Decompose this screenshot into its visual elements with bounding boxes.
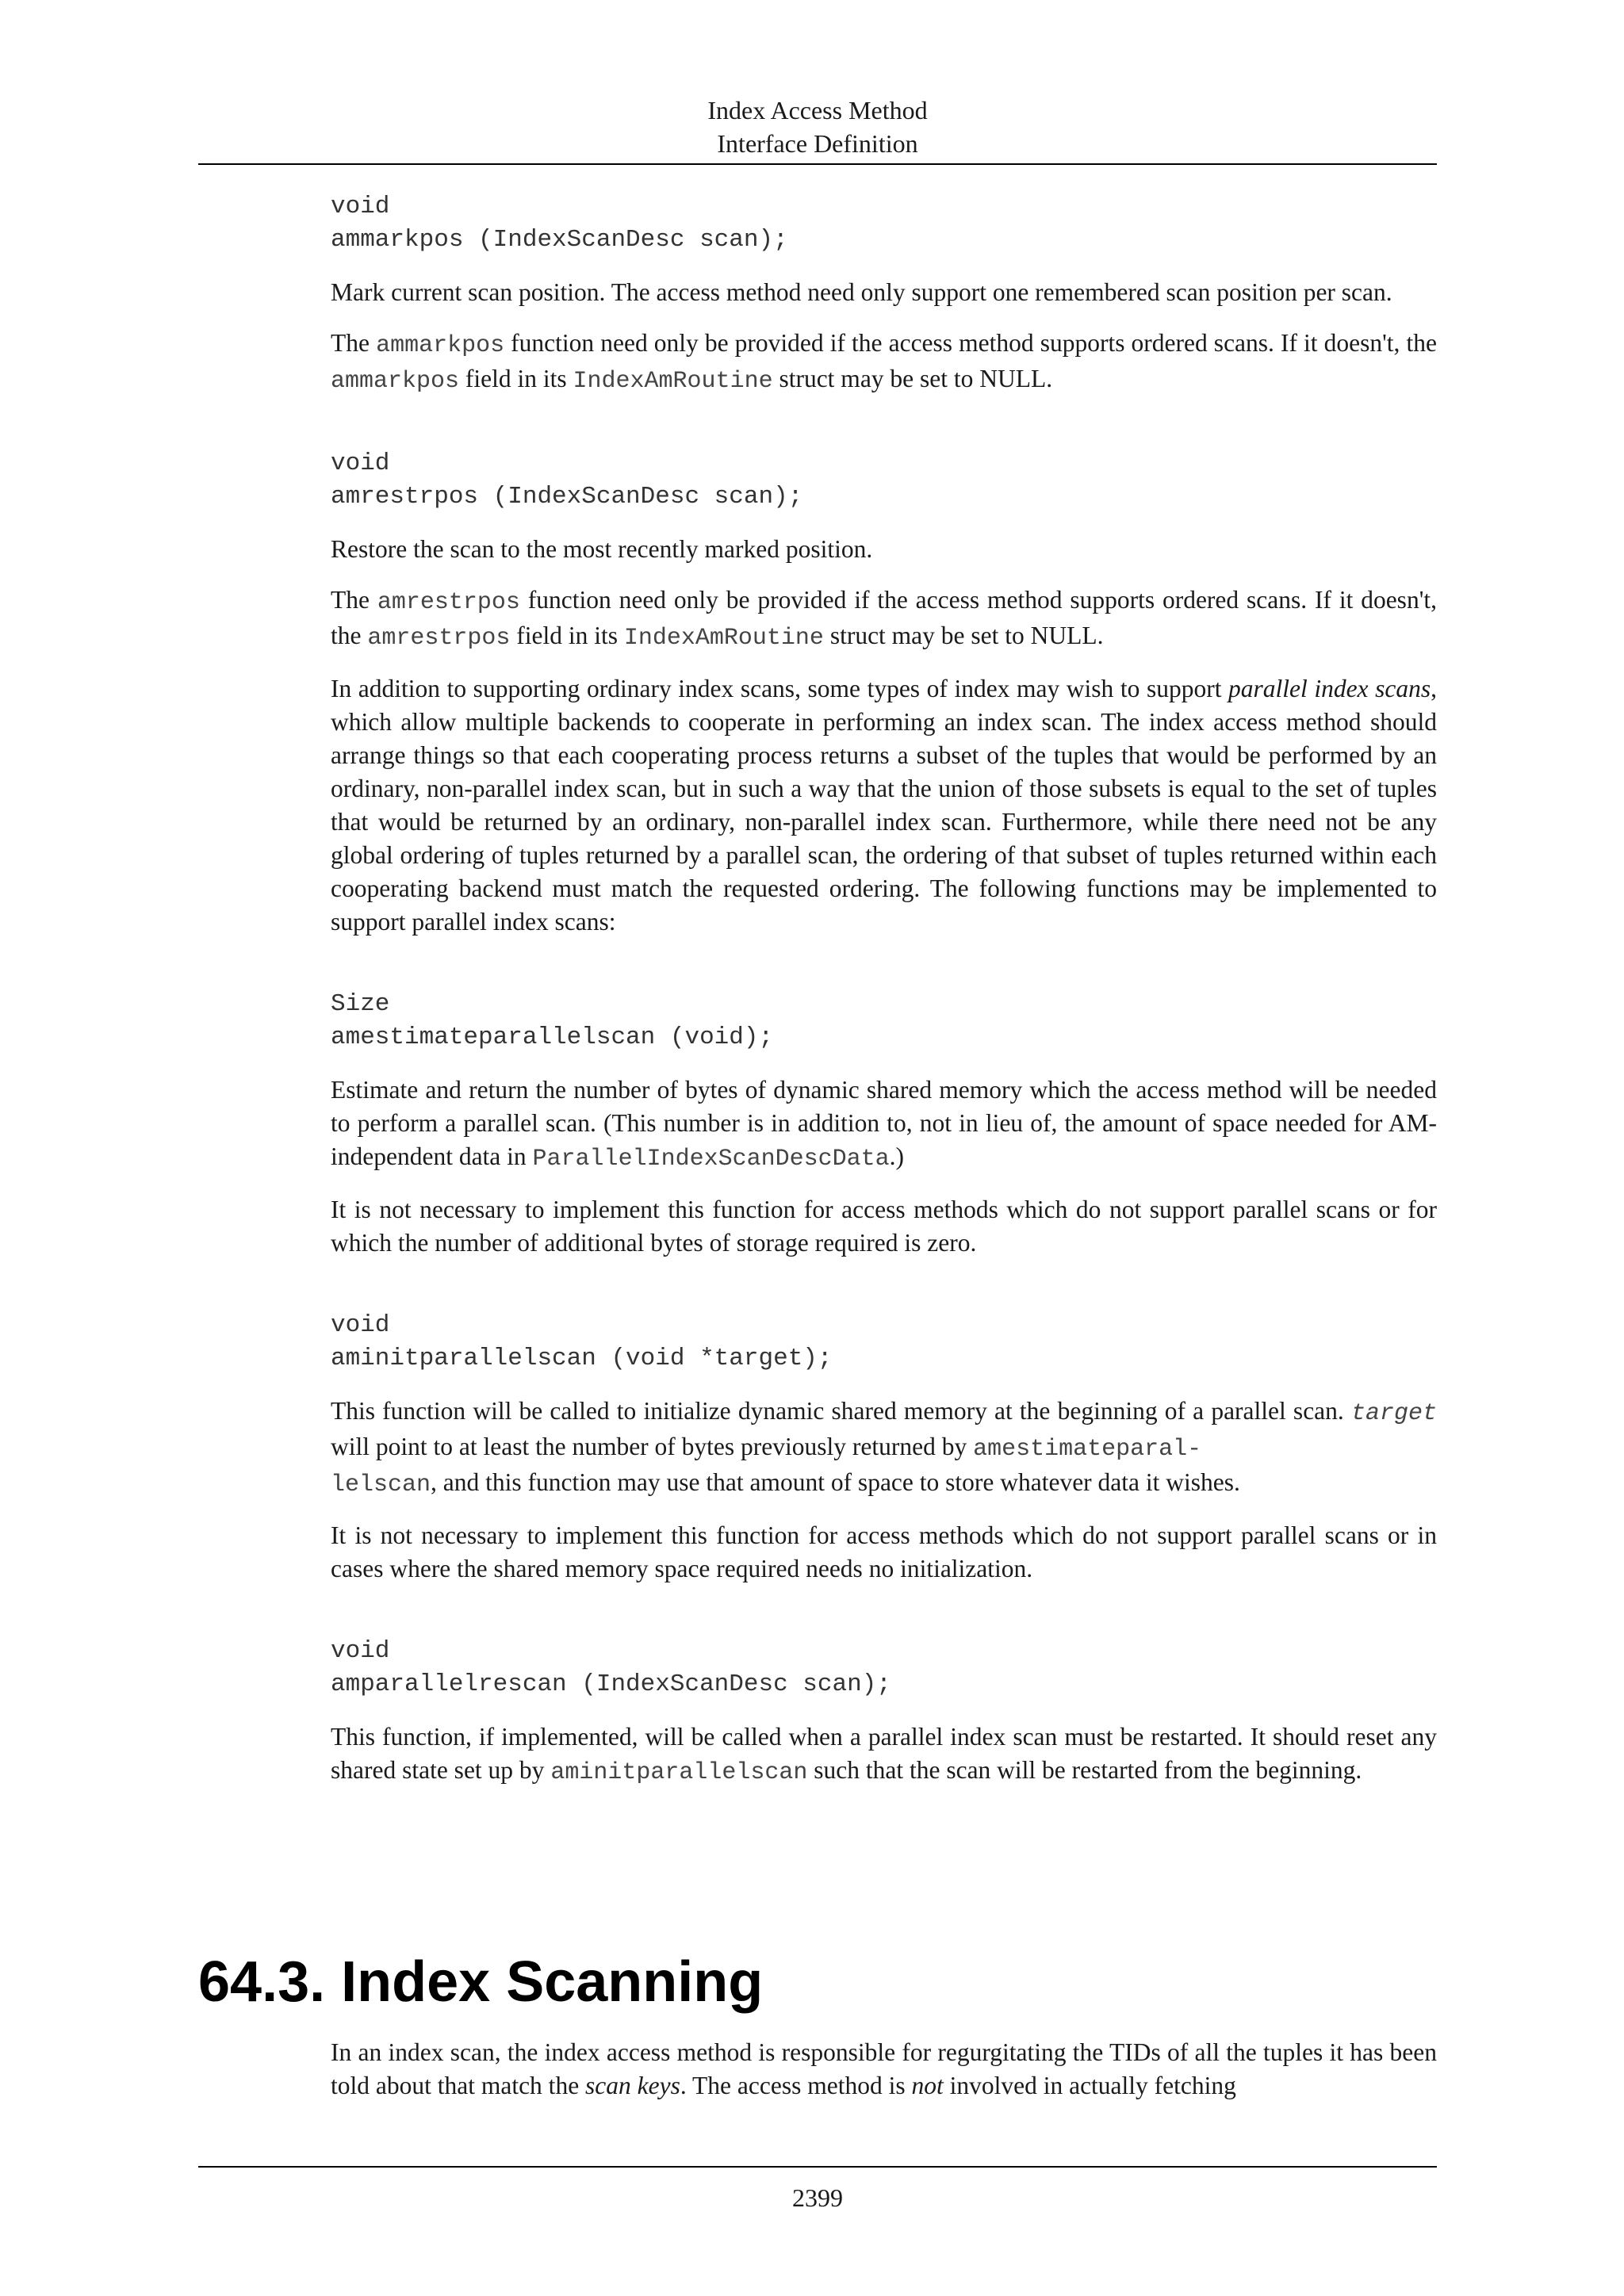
header-line-2: Interface Definition xyxy=(717,129,918,158)
code-signature-amrestrpos xyxy=(331,447,1437,514)
paragraph: The ammarkpos function need only be provided if the access method supports ordered scans. If it doesn't, the ammarkpos field in its IndexAmRoutine struct may be set to NULL. xyxy=(331,329,1437,395)
function-signature: amrestrpos (IndexScanDesc scan); xyxy=(331,483,803,511)
page-number: 2399 xyxy=(792,2183,843,2212)
emphasis: scan keys xyxy=(585,2072,680,2099)
paragraph: This function will be called to initialize dynamic shared memory at the beginning of a parallel scan. target will point to at least the number of bytes previously returned by amestimateparal- lelscan, and this function may use that amount of space to store whatever data it wishes. xyxy=(331,1397,1437,1498)
inline-code: amrestrpos xyxy=(377,589,520,616)
paragraph-parallel-intro: In addition to supporting ordinary index scans, some types of index may wish to support parallel index scans, which allow multiple backends to cooperate in performing an index scan. The index access method should arrange things so that each cooperating process returns a subset of the tuples that would be performed by an ordinary, non-parallel index scan, but in such a way that the union of those subsets is equal to the set of tuples that would be returned by an ordinary, non-parallel index scan. Furthermore, while there need not be any global ordering of tuples returned by a parallel scan, the ordering of that subset of tuples returned within each cooperating backend must match the requested ordering. The following functions may be implemented to support parallel index scans: xyxy=(331,675,1437,936)
return-type: void xyxy=(331,450,390,477)
section-heading: 64.3. Index Scanning xyxy=(198,1950,764,2014)
code-signature-amparallelrescan xyxy=(331,1635,1437,1701)
inline-code-param: target xyxy=(1350,1400,1437,1427)
paragraph: The amrestrpos function need only be provided if the access method supports ordered scans. If it doesn't, the amrestrpos field in its IndexAmRoutine struct may be set to NULL. xyxy=(331,586,1437,652)
header-rule xyxy=(198,163,1437,165)
return-type: void xyxy=(331,193,390,220)
return-type: void xyxy=(331,1311,390,1339)
return-type: Size xyxy=(331,990,390,1018)
running-header xyxy=(198,94,1437,160)
paragraph: Mark current scan position. The access method need only support one remembered scan position per scan. xyxy=(331,278,1392,306)
paragraph: Estimate and return the number of bytes of dynamic shared memory which the access method will be needed to perform a parallel scan. (This number is in addition to, not in lieu of, the amount of space needed for AM-independent data in ParallelIndexScanDescData.) xyxy=(331,1076,1437,1173)
inline-code: lelscan xyxy=(331,1471,431,1498)
page-content xyxy=(331,190,1437,1789)
function-signature: aminitparallelscan (void *target); xyxy=(331,1345,833,1372)
header-line-1: Index Access Method xyxy=(707,96,928,124)
function-signature: ammarkpos (IndexScanDesc scan); xyxy=(331,226,788,254)
emphasis: parallel index scans xyxy=(1228,675,1431,702)
inline-code: amestimateparal- xyxy=(973,1436,1202,1463)
paragraph: Restore the scan to the most recently marked position. xyxy=(331,535,873,563)
inline-code: ParallelIndexScanDescData xyxy=(532,1146,890,1173)
footer-rule xyxy=(198,2166,1437,2168)
return-type: void xyxy=(331,1637,390,1665)
paragraph: This function, if implemented, will be called when a parallel index scan must be restarted. It should reset any shared state set up by aminitparallelscan such that the scan will be restarted from the beginning. xyxy=(331,1723,1437,1786)
inline-code: IndexAmRoutine xyxy=(623,625,824,652)
paragraph: It is not necessary to implement this function for access methods which do not support parallel scans or for which the number of additional bytes of storage required is zero. xyxy=(331,1196,1437,1257)
code-signature-ammarkpos xyxy=(331,190,1437,257)
code-signature-aminitparallelscan xyxy=(331,1309,1437,1376)
function-signature: amestimateparallelscan (void); xyxy=(331,1024,774,1051)
inline-code: amrestrpos xyxy=(367,625,511,652)
emphasis: not xyxy=(911,2072,944,2099)
function-signature: amparallelrescan (IndexScanDesc scan); xyxy=(331,1670,891,1698)
inline-code: ammarkpos xyxy=(331,368,460,395)
inline-code: ammarkpos xyxy=(376,332,505,359)
paragraph: It is not necessary to implement this function for access methods which do not support parallel scans or in cases where the shared memory space required needs no initialization. xyxy=(331,1521,1437,1582)
inline-code: aminitparallelscan xyxy=(550,1759,808,1786)
section-content xyxy=(331,2036,1437,2103)
paragraph: In an index scan, the index access method is responsible for regurgitating the TIDs of all the tuples it has been told about that match the scan keys. The access method is not involved in actually fetching xyxy=(331,2038,1437,2099)
inline-code: IndexAmRoutine xyxy=(573,368,773,395)
code-signature-amestimateparallelscan xyxy=(331,988,1437,1054)
